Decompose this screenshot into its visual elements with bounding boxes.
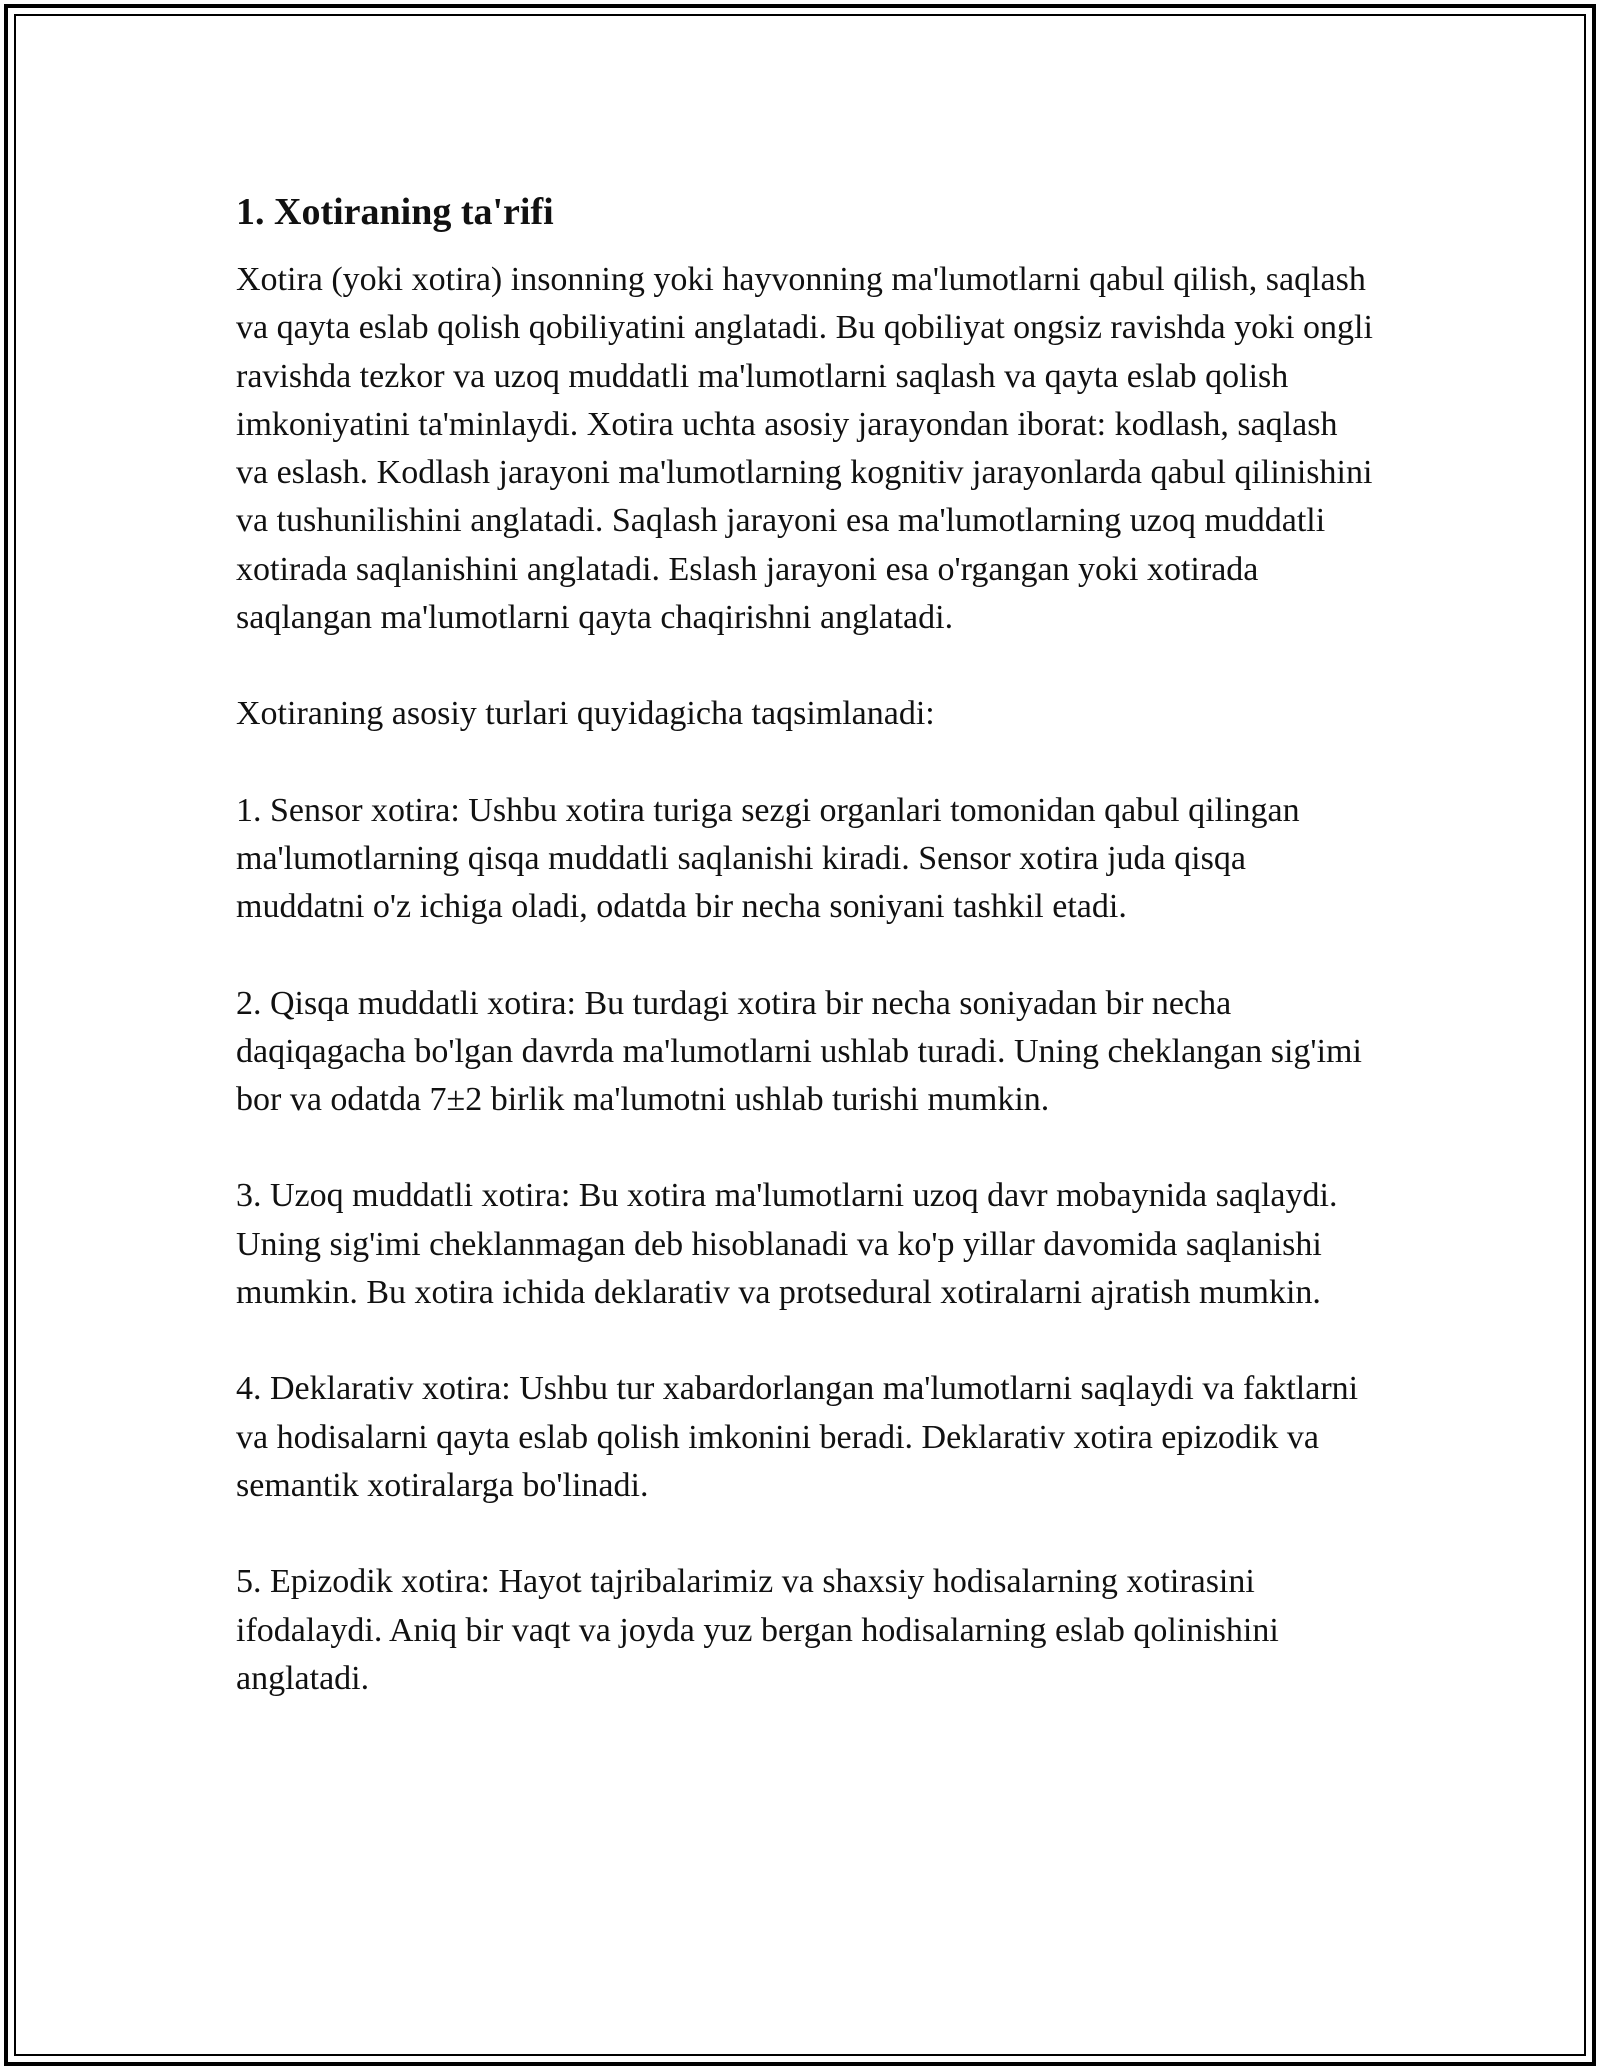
paragraph-definition: Xotira (yoki xotira) insonning yoki hayvonning ma'lumotlarni qabul qilish, saqlash va qayta eslab qolish qobiliyatini anglatadi. Bu qobiliyat ongsiz ravishda yoki ongli ravishda tezkor va uzoq muddatli ma'lumotlarni saqlash va qayta eslab qolish imkoniyatini ta'minlaydi. Xotira uchta asosiy jarayondan iborat: kodlash, saqlash va eslash. Kodlash jarayoni ma'lumotlarning kognitiv jarayonlarda qabul qilinishini va tushunilishini anglatadi. Saqlash jarayoni esa ma'lumotlarning uzoq muddatli xotirada saqlanishini anglatadi. Eslash jarayoni esa o'rgangan yoki xotirada saqlangan ma'lumotlarni qayta chaqirishni anglatadi.: [236, 261, 1373, 637]
section-heading: 1. Xotiraning ta'rifi: [236, 191, 554, 233]
paragraph-declarative-memory: 4. Deklarativ xotira: Ushbu tur xabardorlangan ma'lumotlarni saqlaydi va faktlarni va hodisalarni qayta eslab qolish imkonini beradi. Deklarativ xotira epizodik va semantik xotiralarga bo'linadi.: [236, 1370, 1359, 1504]
paragraph-long-term-memory: 3. Uzoq muddatli xotira: Bu xotira ma'lumotlarni uzoq davr mobaynida saqlaydi. Uning sig'imi cheklanmagan deb hisoblanadi va ko'p yillar davomida saqlanishi mumkin. Bu xotira ichida deklarativ va protsedural xotiralarni ajratish mumkin.: [236, 1177, 1338, 1312]
document-body: [236, 188, 1376, 1703]
paragraph-sensor-memory: 1. Sensor xotira: Ushbu xotira turiga sezgi organlari tomonidan qabul qilingan ma'lumotlarning qisqa muddatli saqlanishi kiradi. Sensor xotira juda qisqa muddatni o'z ichiga oladi, odatda bir necha soniyani tashkil etadi.: [236, 791, 1300, 926]
paragraph-short-term-memory: 2. Qisqa muddatli xotira: Bu turdagi xotira bir necha soniyadan bir necha daqiqagacha bo'lgan davrda ma'lumotlarni ushlab turadi. Uning cheklangan sig'imi bor va odatda 7±2 birlik ma'lumotni ushlab turishi mumkin.: [236, 984, 1362, 1119]
paragraph-episodic-memory: 5. Epizodik xotira: Hayot tajribalarimiz va shaxsiy hodisalarning xotirasini ifodalaydi. Aniq bir vaqt va joyda yuz bergan hodisalarning eslab qolinishini anglatadi.: [236, 1563, 1279, 1697]
paragraph-types-intro: Xotiraning asosiy turlari quyidagicha taqsimlanadi:: [236, 695, 935, 733]
